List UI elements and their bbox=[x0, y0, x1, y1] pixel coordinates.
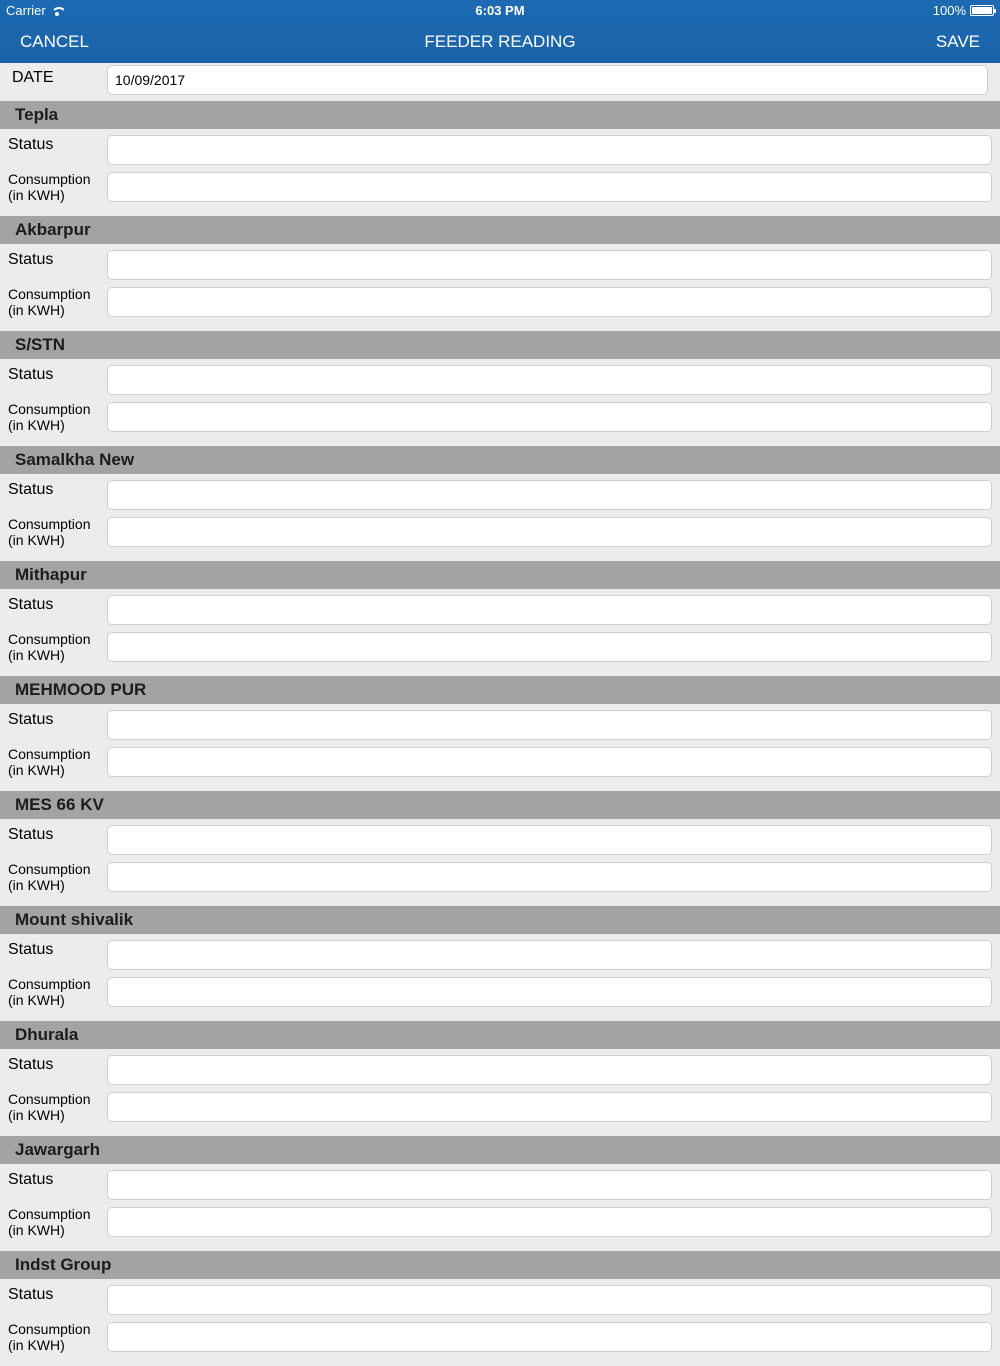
consumption-label bbox=[8, 171, 104, 203]
consumption-input[interactable] bbox=[107, 172, 992, 202]
consumption-label bbox=[8, 401, 104, 433]
navigation-bar bbox=[0, 0, 1000, 63]
battery-icon bbox=[970, 5, 994, 16]
status-input[interactable] bbox=[107, 480, 992, 510]
feeder-section bbox=[0, 129, 1000, 216]
feeder-section-header: Mount shivalik bbox=[0, 906, 1000, 934]
consumption-label-line1: Consumption bbox=[8, 286, 91, 302]
feeder-section bbox=[0, 474, 1000, 561]
consumption-label-line1: Consumption bbox=[8, 516, 91, 532]
consumption-label bbox=[8, 1321, 104, 1353]
status-bar-battery bbox=[933, 3, 994, 18]
status-input[interactable] bbox=[107, 135, 992, 165]
feeder-section-header: Akbarpur bbox=[0, 216, 1000, 244]
status-label: Status bbox=[8, 711, 54, 728]
consumption-label bbox=[8, 746, 104, 778]
feeder-section bbox=[0, 1164, 1000, 1251]
feeder-section-header: Mithapur bbox=[0, 561, 1000, 589]
feeder-section-header: S/STN bbox=[0, 331, 1000, 359]
feeder-form bbox=[0, 63, 1000, 1366]
consumption-label-line2: (in KWH) bbox=[8, 532, 65, 548]
consumption-label-line2: (in KWH) bbox=[8, 992, 65, 1008]
consumption-label-line1: Consumption bbox=[8, 746, 91, 762]
feeder-section-header: Indst Group bbox=[0, 1251, 1000, 1279]
feeder-section bbox=[0, 359, 1000, 446]
consumption-label bbox=[8, 631, 104, 663]
consumption-input[interactable] bbox=[107, 402, 992, 432]
cancel-button[interactable]: CANCEL bbox=[20, 32, 89, 51]
consumption-label-line2: (in KWH) bbox=[8, 1222, 65, 1238]
consumption-input[interactable] bbox=[107, 977, 992, 1007]
status-label: Status bbox=[8, 1171, 54, 1188]
save-button[interactable]: SAVE bbox=[935, 32, 980, 51]
status-input[interactable] bbox=[107, 250, 992, 280]
feeder-section bbox=[0, 704, 1000, 791]
feeder-section-header: Tepla bbox=[0, 101, 1000, 129]
consumption-label bbox=[8, 516, 104, 548]
status-label: Status bbox=[8, 136, 54, 153]
consumption-label bbox=[8, 286, 104, 318]
battery-percentage: 100% bbox=[932, 3, 966, 18]
date-input[interactable] bbox=[107, 65, 988, 95]
consumption-label bbox=[8, 1206, 104, 1238]
consumption-input[interactable] bbox=[107, 747, 992, 777]
feeder-section-header: MEHMOOD PUR bbox=[0, 676, 1000, 704]
consumption-label bbox=[8, 861, 104, 893]
consumption-input[interactable] bbox=[107, 1092, 992, 1122]
status-input[interactable] bbox=[107, 1055, 992, 1085]
feeder-section-header: MES 66 KV bbox=[0, 791, 1000, 819]
feeder-section-header: Jawargarh bbox=[0, 1136, 1000, 1164]
consumption-label bbox=[8, 1091, 104, 1123]
consumption-label-line1: Consumption bbox=[8, 861, 91, 877]
consumption-label-line2: (in KWH) bbox=[8, 1337, 65, 1353]
consumption-label-line1: Consumption bbox=[8, 1321, 91, 1337]
status-label: Status bbox=[8, 1056, 54, 1073]
page-title: FEEDER READING bbox=[424, 32, 576, 51]
consumption-label-line1: Consumption bbox=[8, 171, 91, 187]
status-input[interactable] bbox=[107, 940, 992, 970]
consumption-input[interactable] bbox=[107, 287, 992, 317]
consumption-input[interactable] bbox=[107, 1322, 992, 1352]
consumption-label-line1: Consumption bbox=[8, 976, 91, 992]
consumption-label-line1: Consumption bbox=[8, 1091, 91, 1107]
consumption-label-line2: (in KWH) bbox=[8, 647, 65, 663]
consumption-label-line1: Consumption bbox=[8, 631, 91, 647]
consumption-label-line2: (in KWH) bbox=[8, 762, 65, 778]
consumption-label-line2: (in KWH) bbox=[8, 877, 65, 893]
consumption-label-line2: (in KWH) bbox=[8, 302, 65, 318]
consumption-label-line1: Consumption bbox=[8, 401, 91, 417]
status-label: Status bbox=[8, 366, 54, 383]
status-label: Status bbox=[8, 596, 54, 613]
feeder-section bbox=[0, 1049, 1000, 1136]
consumption-input[interactable] bbox=[107, 1207, 992, 1237]
status-label: Status bbox=[8, 826, 54, 843]
consumption-label-line2: (in KWH) bbox=[8, 187, 65, 203]
status-input[interactable] bbox=[107, 710, 992, 740]
status-label: Status bbox=[8, 941, 54, 958]
feeder-section-header: Dhurala bbox=[0, 1021, 1000, 1049]
consumption-label-line2: (in KWH) bbox=[8, 1107, 65, 1123]
status-input[interactable] bbox=[107, 595, 992, 625]
consumption-input[interactable] bbox=[107, 517, 992, 547]
feeder-section bbox=[0, 589, 1000, 676]
feeder-section bbox=[0, 934, 1000, 1021]
date-label: DATE bbox=[12, 69, 54, 86]
status-label: Status bbox=[8, 251, 54, 268]
status-label: Status bbox=[8, 1286, 54, 1303]
consumption-label-line1: Consumption bbox=[8, 1206, 91, 1222]
status-input[interactable] bbox=[107, 1285, 992, 1315]
consumption-input[interactable] bbox=[107, 862, 992, 892]
feeder-section bbox=[0, 819, 1000, 906]
status-bar-time: 6:03 PM bbox=[475, 3, 525, 18]
date-row bbox=[0, 63, 1000, 101]
feeder-section bbox=[0, 1279, 1000, 1366]
consumption-input[interactable] bbox=[107, 632, 992, 662]
status-label: Status bbox=[8, 481, 54, 498]
consumption-label bbox=[8, 976, 104, 1008]
consumption-label-line2: (in KWH) bbox=[8, 417, 65, 433]
feeder-section-header: Samalkha New bbox=[0, 446, 1000, 474]
status-input[interactable] bbox=[107, 825, 992, 855]
status-input[interactable] bbox=[107, 1170, 992, 1200]
status-input[interactable] bbox=[107, 365, 992, 395]
feeder-section bbox=[0, 244, 1000, 331]
carrier-label: Carrier bbox=[6, 3, 46, 18]
